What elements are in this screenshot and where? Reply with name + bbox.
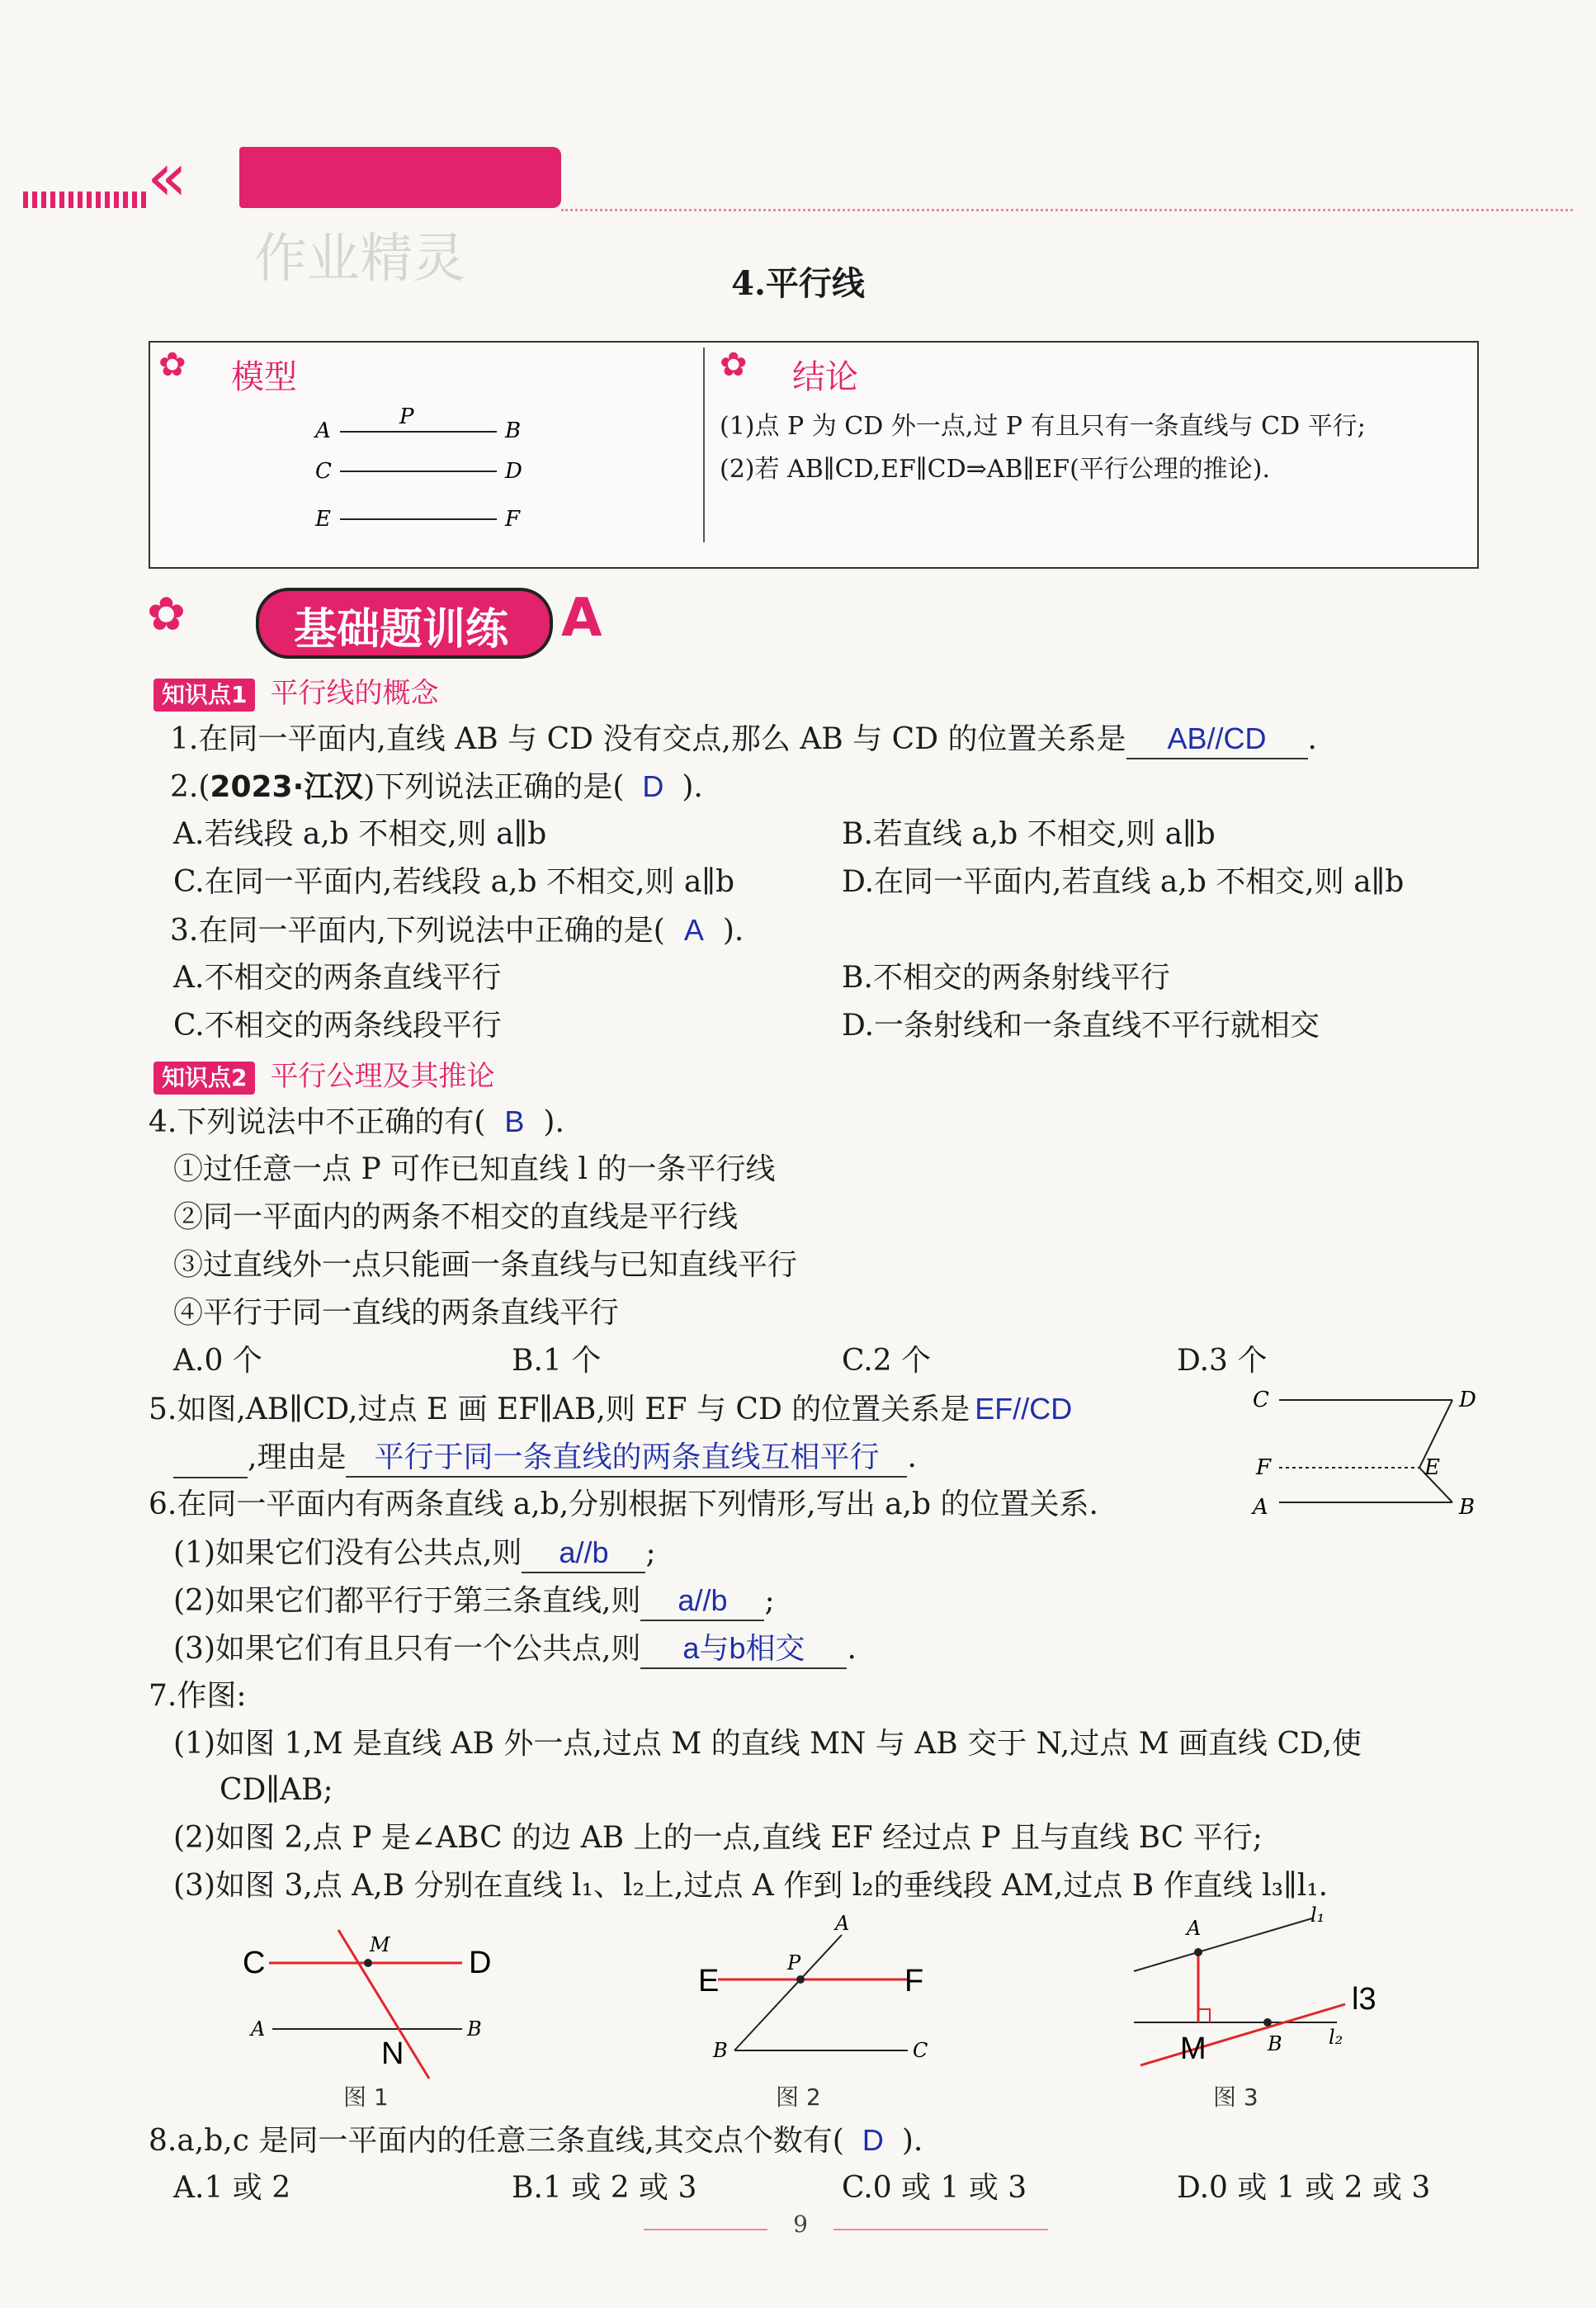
fig3-caption: 图 3 <box>1213 2083 1258 2111</box>
fig3-point-b <box>1263 2018 1272 2027</box>
fig2-label-p: P <box>787 1951 801 1975</box>
q5-line2 <box>173 1438 917 1478</box>
page-title: 4.平行线 <box>731 264 865 303</box>
fig3-point-a <box>1194 1948 1202 1956</box>
q5-figure <box>1246 1382 1494 1530</box>
q8 <box>149 2121 923 2160</box>
label-f: F <box>505 507 521 532</box>
fig2-label-f: F <box>904 1964 924 1998</box>
chevron-icon: « <box>147 139 187 215</box>
label-e: E <box>315 507 331 532</box>
q8-answer[interactable]: D <box>862 2123 884 2157</box>
q2-option-a[interactable]: A.若线段 a,b 不相交,则 a∥b <box>173 817 547 851</box>
q3 <box>170 911 744 950</box>
fig2-label-e: E <box>698 1964 720 1998</box>
header-banner <box>239 147 561 208</box>
conclusion-2: (2)若 AB∥CD,EF∥CD⇒AB∥EF(平行公理的推论). <box>720 455 1271 484</box>
q6-part-3-text: (3)如果它们有且只有一个公共点,则 <box>173 1632 641 1666</box>
figure-3 <box>1122 1902 1403 2112</box>
q7-part-1a: (1)如图 1,M 是直线 AB 外一点,过点 M 的直线 MN 与 AB 交于 N,过点 M 画直线 CD,使 <box>173 1727 1362 1761</box>
q8-end: ). <box>901 2124 923 2158</box>
fig1-label-c: C <box>243 1946 266 1980</box>
q6-part-3-answer[interactable]: a与b相交 <box>640 1629 847 1669</box>
q4-option-c[interactable]: C.2 个 <box>842 1344 932 1378</box>
q8-option-d[interactable]: D.0 或 1 或 2 或 3 <box>1177 2171 1431 2205</box>
q7-stem: 7.作图: <box>149 1679 247 1713</box>
label-d: D <box>505 459 522 484</box>
footer-line-left <box>644 2229 767 2230</box>
q8-option-b[interactable]: B.1 或 2 或 3 <box>512 2171 697 2205</box>
q6-part-2-answer[interactable]: a//b <box>640 1582 764 1621</box>
training-flower-icon: ✿ <box>147 588 186 641</box>
fig3-line-l3 <box>1140 2004 1345 2065</box>
footer-line-right <box>833 2229 1048 2230</box>
q4-option-d[interactable]: D.3 个 <box>1177 1344 1268 1378</box>
label-a: A <box>315 419 331 443</box>
fig1-caption: 图 1 <box>343 2083 389 2111</box>
q7-part-2: (2)如图 2,点 P 是∠ABC 的边 AB 上的一点,直线 EF 经过点 P 且与直线 BC 平行; <box>173 1821 1263 1855</box>
fig2-point-p <box>796 1975 805 1984</box>
q6-part-2 <box>173 1582 775 1621</box>
q2-prefix: 2.( <box>170 770 210 804</box>
fig1-label-b: B <box>467 2017 482 2041</box>
q1-text: 1.在同一平面内,直线 AB 与 CD 没有交点,那么 AB 与 CD 的位置关系是 <box>170 722 1126 756</box>
fig3-label-b: B <box>1268 2032 1282 2055</box>
q2-end: ). <box>682 770 703 804</box>
q6-part-1-end: ; <box>645 1536 656 1570</box>
q2-option-d[interactable]: D.在同一平面内,若直线 a,b 不相交,则 a∥b <box>842 865 1405 899</box>
fig3-label-l3: l3 <box>1352 1982 1376 2017</box>
fig2-label-b: B <box>713 2039 728 2062</box>
q5-stem: 5.如图,AB∥CD,过点 E 画 EF∥AB,则 EF 与 CD 的位置关系是 <box>149 1393 970 1426</box>
model-box <box>149 341 1479 569</box>
q5 <box>149 1390 1077 1429</box>
fig1-label-n: N <box>381 2036 404 2071</box>
fig1-label-a: A <box>251 2017 266 2041</box>
flower-icon-2: ✿ <box>720 346 748 384</box>
q5-label-f: F <box>1256 1455 1272 1480</box>
q6-part-2-end: ; <box>764 1584 775 1618</box>
fig3-label-l2: l₂ <box>1329 2026 1343 2049</box>
fig3-label-l1: l₁ <box>1310 1904 1325 1927</box>
q1-end: . <box>1307 722 1317 756</box>
fig3-label-m: M <box>1180 2031 1206 2066</box>
header-stripes <box>23 192 147 208</box>
q5-answer[interactable]: EF//CD <box>975 1392 1073 1426</box>
box-divider <box>703 348 705 542</box>
fig2-label-c: C <box>913 2039 928 2062</box>
q5-end: . <box>907 1440 917 1474</box>
conclusion-label: 结论 <box>792 358 858 396</box>
kp2-title: 平行公理及其推论 <box>270 1060 495 1093</box>
q2-source: 2023·江汉 <box>210 770 364 804</box>
q4-answer[interactable]: B <box>504 1104 525 1138</box>
kp2-tag: 知识点2 <box>153 1062 255 1095</box>
fig2-caption: 图 2 <box>776 2083 821 2111</box>
q5-reason[interactable]: 平行于同一条直线的两条直线互相平行 <box>346 1438 907 1478</box>
page-number: 9 <box>793 2211 808 2238</box>
q6-part-1 <box>173 1534 656 1573</box>
fig3-label-a: A <box>1187 1917 1202 1940</box>
q8-stem: 8.a,b,c 是同一平面内的任意三条直线,其交点个数有( <box>149 2124 844 2158</box>
q3-stem: 3.在同一平面内,下列说法中正确的是( <box>170 914 665 948</box>
q3-answer[interactable]: A <box>683 913 704 947</box>
q3-option-c[interactable]: C.不相交的两条线段平行 <box>173 1009 502 1043</box>
q6-part-2-text: (2)如果它们都平行于第三条直线,则 <box>173 1584 641 1618</box>
fig1-label-m: M <box>370 1933 390 1956</box>
fig1-point-m <box>364 1959 372 1967</box>
q7-part-3: (3)如图 3,点 A,B 分别在直线 l₁、l₂上,过点 A 作到 l₂的垂线段 AM,过点 B 作直线 l₃∥l₁. <box>173 1869 1329 1903</box>
q5-label-c: C <box>1253 1388 1269 1412</box>
q1-answer[interactable]: AB//CD <box>1126 720 1308 759</box>
q6-stem: 6.在同一平面内有两条直线 a,b,分别根据下列情形,写出 a,b 的位置关系. <box>149 1487 1098 1521</box>
q4-item-1: ①过任意一点 P 可作已知直线 l 的一条平行线 <box>173 1152 776 1186</box>
q4-item-4: ④平行于同一直线的两条直线平行 <box>173 1296 620 1330</box>
fig1-label-d: D <box>469 1946 492 1980</box>
fig3-right-angle <box>1198 2009 1210 2022</box>
watermark: 作业精灵 <box>254 229 465 290</box>
header-dotted-line <box>561 209 1573 211</box>
q2 <box>170 768 703 806</box>
model-diagram <box>307 400 555 541</box>
q4-end: ). <box>543 1105 564 1139</box>
q2-option-c[interactable]: C.在同一平面内,若线段 a,b 不相交,则 a∥b <box>173 865 735 899</box>
q2-answer[interactable]: D <box>642 769 664 803</box>
label-b: B <box>505 419 522 443</box>
q4 <box>149 1103 564 1142</box>
kp1-title: 平行线的概念 <box>270 677 439 710</box>
q2-stem: )下列说法正确的是( <box>363 770 625 804</box>
q4-stem: 4.下列说法中不正确的有( <box>149 1105 486 1139</box>
q3-end: ). <box>722 914 744 948</box>
q6-part-3 <box>173 1629 857 1669</box>
q5-reason-prefix: ,理由是 <box>248 1440 347 1474</box>
q4-item-3: ③过直线外一点只能画一条直线与已知直线平行 <box>173 1248 798 1282</box>
figure-2 <box>685 1910 957 2112</box>
q4-option-a[interactable]: A.0 个 <box>173 1344 262 1378</box>
q2-option-b[interactable]: B.若直线 a,b 不相交,则 a∥b <box>842 817 1216 851</box>
figure-1 <box>239 1922 528 2112</box>
fig2-label-a: A <box>835 1912 850 1935</box>
q8-option-a[interactable]: A.1 或 2 <box>173 2171 291 2205</box>
q5-label-d: D <box>1459 1388 1476 1412</box>
q6-part-1-text: (1)如果它们没有公共点,则 <box>173 1536 522 1570</box>
q5-label-e: E <box>1424 1455 1440 1480</box>
flower-icon: ✿ <box>158 346 187 384</box>
model-label: 模型 <box>231 358 297 396</box>
q4-option-b[interactable]: B.1 个 <box>512 1344 602 1378</box>
q3-option-a[interactable]: A.不相交的两条直线平行 <box>173 961 502 995</box>
q4-item-2: ②同一平面内的两条不相交的直线是平行线 <box>173 1200 739 1234</box>
q1 <box>170 720 1317 759</box>
q6-part-3-end: . <box>847 1632 857 1666</box>
training-level: A <box>561 588 602 649</box>
fig3-line-l1 <box>1134 1918 1312 1971</box>
q5-label-b: B <box>1459 1495 1476 1520</box>
q7-part-1b: CD∥AB; <box>220 1773 333 1807</box>
label-c: C <box>315 459 332 484</box>
kp1-header <box>153 670 438 712</box>
q8-option-c[interactable]: C.0 或 1 或 3 <box>842 2171 1027 2205</box>
q5-label-a: A <box>1253 1495 1268 1520</box>
kp1-tag: 知识点1 <box>153 679 255 712</box>
q6-part-1-answer[interactable]: a//b <box>522 1534 645 1573</box>
label-p: P <box>399 404 414 429</box>
q5-blank-tail <box>173 1439 248 1478</box>
conclusion-1: (1)点 P 为 CD 外一点,过 P 有且只有一条直线与 CD 平行; <box>720 412 1366 441</box>
training-title: 基础题训练 <box>293 605 508 655</box>
q3-option-d[interactable]: D.一条射线和一条直线不平行就相交 <box>842 1009 1320 1043</box>
q3-option-b[interactable]: B.不相交的两条射线平行 <box>842 961 1170 995</box>
kp2-header <box>153 1053 494 1095</box>
